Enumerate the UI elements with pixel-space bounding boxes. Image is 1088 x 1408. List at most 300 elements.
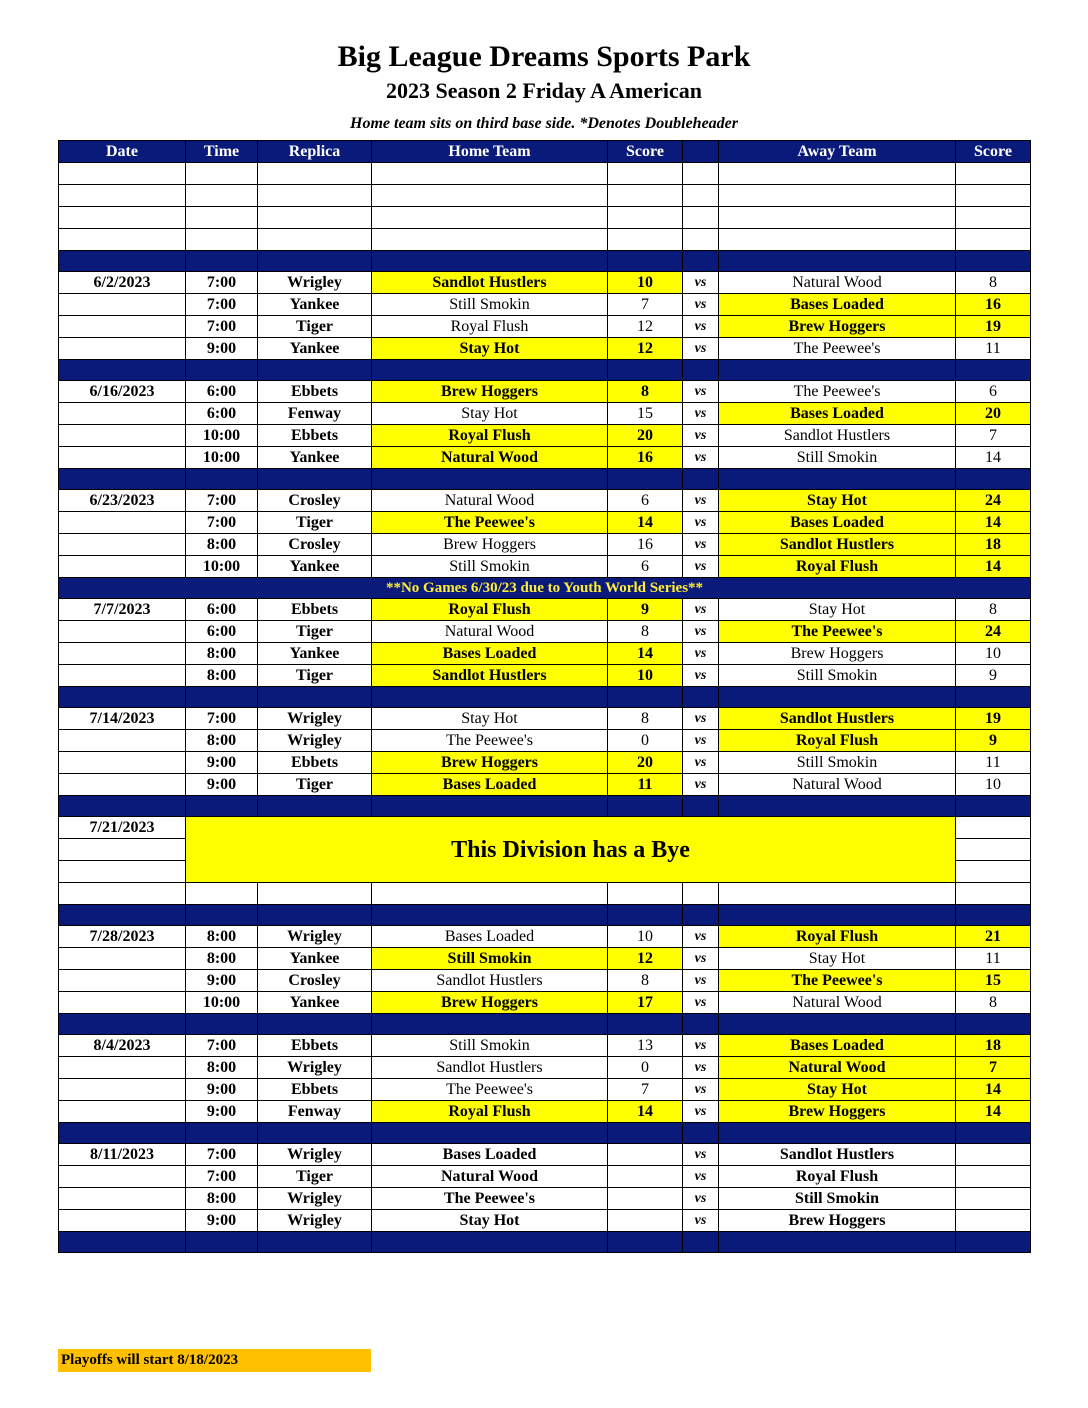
home-team: Still Smokin — [372, 556, 608, 578]
replica-field: Crosley — [258, 970, 372, 992]
replica-field: Crosley — [258, 490, 372, 512]
vs-label: vs — [683, 1057, 719, 1079]
game-row — [59, 1079, 1031, 1101]
home-team: The Peewee's — [372, 1079, 608, 1101]
empty-cell — [719, 469, 956, 490]
empty-cell — [608, 1232, 683, 1253]
game-row — [59, 665, 1031, 687]
home-team: Brew Hoggers — [372, 381, 608, 403]
away-score: 24 — [956, 490, 1031, 512]
home-score: 6 — [608, 556, 683, 578]
home-score: 20 — [608, 752, 683, 774]
away-score — [956, 1210, 1031, 1232]
home-score: 9 — [608, 599, 683, 621]
empty-cell — [258, 360, 372, 381]
home-team: Still Smokin — [372, 1035, 608, 1057]
empty-cell — [372, 1123, 608, 1144]
home-score — [608, 1188, 683, 1210]
empty-cell — [372, 1232, 608, 1253]
away-team: Sandlot Hustlers — [719, 425, 956, 447]
vs-label: vs — [683, 1144, 719, 1166]
empty-cell — [59, 207, 186, 229]
empty-cell — [683, 1014, 719, 1035]
empty-cell — [608, 229, 683, 251]
empty-cell — [683, 251, 719, 272]
empty-cell — [59, 1079, 186, 1101]
empty-cell — [719, 883, 956, 905]
replica-field: Yankee — [258, 992, 372, 1014]
empty-cell — [258, 251, 372, 272]
game-row — [59, 730, 1031, 752]
vs-label: vs — [683, 447, 719, 469]
empty-cell — [186, 469, 258, 490]
empty-cell — [59, 687, 186, 708]
empty-cell — [258, 469, 372, 490]
empty-cell — [956, 817, 1031, 839]
vs-label: vs — [683, 599, 719, 621]
vs-label: vs — [683, 1101, 719, 1123]
empty-cell — [258, 796, 372, 817]
game-time: 7:00 — [186, 490, 258, 512]
empty-cell — [59, 970, 186, 992]
vs-label: vs — [683, 381, 719, 403]
game-row — [59, 316, 1031, 338]
game-time: 7:00 — [186, 294, 258, 316]
away-score — [956, 1188, 1031, 1210]
game-row — [59, 752, 1031, 774]
away-score: 15 — [956, 970, 1031, 992]
separator-row — [59, 687, 1031, 708]
game-time: 7:00 — [186, 512, 258, 534]
home-score — [608, 1210, 683, 1232]
empty-cell — [258, 883, 372, 905]
vs-label: vs — [683, 730, 719, 752]
replica-field: Tiger — [258, 774, 372, 796]
empty-cell — [372, 796, 608, 817]
vs-label: vs — [683, 294, 719, 316]
empty-cell — [186, 1014, 258, 1035]
away-score — [956, 1144, 1031, 1166]
empty-cell — [719, 185, 956, 207]
bye-banner: This Division has a Bye — [186, 817, 956, 883]
home-team: Sandlot Hustlers — [372, 1057, 608, 1079]
game-time: 7:00 — [186, 1035, 258, 1057]
game-row — [59, 599, 1031, 621]
away-score: 14 — [956, 1079, 1031, 1101]
bye-row — [59, 817, 1031, 839]
game-time: 9:00 — [186, 1079, 258, 1101]
replica-field: Yankee — [258, 447, 372, 469]
empty-row — [59, 883, 1031, 905]
empty-cell — [372, 883, 608, 905]
empty-cell — [956, 360, 1031, 381]
home-team: Natural Wood — [372, 490, 608, 512]
empty-cell — [186, 229, 258, 251]
empty-cell — [956, 1123, 1031, 1144]
away-score: 11 — [956, 752, 1031, 774]
empty-cell — [608, 360, 683, 381]
week-date: 6/23/2023 — [59, 490, 186, 512]
vs-label: vs — [683, 534, 719, 556]
game-time: 10:00 — [186, 425, 258, 447]
empty-cell — [59, 796, 186, 817]
empty-cell — [719, 905, 956, 926]
replica-field: Fenway — [258, 1101, 372, 1123]
away-team: The Peewee's — [719, 381, 956, 403]
empty-cell — [956, 861, 1031, 883]
column-header: Away Team — [719, 141, 956, 163]
replica-field: Ebbets — [258, 599, 372, 621]
away-team: Stay Hot — [719, 599, 956, 621]
replica-field: Wrigley — [258, 1144, 372, 1166]
empty-cell — [186, 1123, 258, 1144]
empty-cell — [608, 687, 683, 708]
vs-label: vs — [683, 338, 719, 360]
away-team: Bases Loaded — [719, 1035, 956, 1057]
empty-cell — [719, 1232, 956, 1253]
empty-cell — [683, 1123, 719, 1144]
empty-cell — [956, 163, 1031, 185]
home-score: 14 — [608, 512, 683, 534]
replica-field: Tiger — [258, 665, 372, 687]
empty-cell — [186, 883, 258, 905]
separator-row — [59, 905, 1031, 926]
replica-field: Fenway — [258, 403, 372, 425]
empty-cell — [59, 512, 186, 534]
game-row — [59, 381, 1031, 403]
game-time: 7:00 — [186, 316, 258, 338]
empty-cell — [258, 1014, 372, 1035]
empty-cell — [186, 251, 258, 272]
game-time: 8:00 — [186, 534, 258, 556]
empty-cell — [59, 294, 186, 316]
away-team: Brew Hoggers — [719, 316, 956, 338]
empty-cell — [956, 905, 1031, 926]
home-team: Natural Wood — [372, 621, 608, 643]
home-score: 10 — [608, 926, 683, 948]
game-row — [59, 338, 1031, 360]
home-score: 12 — [608, 338, 683, 360]
home-team: Bases Loaded — [372, 926, 608, 948]
away-team: Natural Wood — [719, 774, 956, 796]
vs-label: vs — [683, 774, 719, 796]
game-time: 10:00 — [186, 556, 258, 578]
empty-cell — [608, 905, 683, 926]
game-row — [59, 294, 1031, 316]
empty-cell — [372, 251, 608, 272]
empty-cell — [59, 1057, 186, 1079]
empty-cell — [608, 1014, 683, 1035]
empty-cell — [59, 839, 186, 861]
away-team: Stay Hot — [719, 1079, 956, 1101]
replica-field: Ebbets — [258, 1079, 372, 1101]
separator-row — [59, 360, 1031, 381]
game-row — [59, 926, 1031, 948]
home-score: 0 — [608, 1057, 683, 1079]
home-score: 13 — [608, 1035, 683, 1057]
away-score: 8 — [956, 992, 1031, 1014]
empty-cell — [719, 1123, 956, 1144]
empty-cell — [59, 338, 186, 360]
game-row — [59, 490, 1031, 512]
empty-cell — [258, 1123, 372, 1144]
away-team: Royal Flush — [719, 730, 956, 752]
away-score: 8 — [956, 272, 1031, 294]
away-team: Brew Hoggers — [719, 1210, 956, 1232]
home-team: The Peewee's — [372, 1188, 608, 1210]
home-team: Stay Hot — [372, 403, 608, 425]
replica-field: Ebbets — [258, 1035, 372, 1057]
vs-label: vs — [683, 1166, 719, 1188]
empty-row — [59, 207, 1031, 229]
home-score: 11 — [608, 774, 683, 796]
empty-cell — [59, 1101, 186, 1123]
empty-cell — [683, 469, 719, 490]
away-score: 10 — [956, 774, 1031, 796]
away-team: Natural Wood — [719, 272, 956, 294]
empty-cell — [683, 207, 719, 229]
empty-cell — [59, 185, 186, 207]
away-score: 14 — [956, 447, 1031, 469]
game-row — [59, 1057, 1031, 1079]
empty-cell — [683, 229, 719, 251]
empty-cell — [608, 796, 683, 817]
home-team: Royal Flush — [372, 425, 608, 447]
away-score: 11 — [956, 338, 1031, 360]
column-header: Time — [186, 141, 258, 163]
game-row — [59, 403, 1031, 425]
vs-label: vs — [683, 970, 719, 992]
home-team: The Peewee's — [372, 730, 608, 752]
away-score: 7 — [956, 1057, 1031, 1079]
week-date: 7/28/2023 — [59, 926, 186, 948]
home-score: 10 — [608, 665, 683, 687]
game-time: 6:00 — [186, 403, 258, 425]
game-time: 7:00 — [186, 708, 258, 730]
empty-cell — [956, 796, 1031, 817]
replica-field: Tiger — [258, 316, 372, 338]
away-score: 14 — [956, 512, 1031, 534]
empty-cell — [372, 905, 608, 926]
replica-field: Yankee — [258, 294, 372, 316]
replica-field: Wrigley — [258, 926, 372, 948]
home-team: Brew Hoggers — [372, 992, 608, 1014]
empty-cell — [683, 796, 719, 817]
game-time: 6:00 — [186, 621, 258, 643]
game-time: 7:00 — [186, 1166, 258, 1188]
home-team: Bases Loaded — [372, 643, 608, 665]
week-date: 6/2/2023 — [59, 272, 186, 294]
game-row — [59, 970, 1031, 992]
home-score: 16 — [608, 447, 683, 469]
away-team: Still Smokin — [719, 665, 956, 687]
empty-cell — [608, 883, 683, 905]
home-team: Sandlot Hustlers — [372, 665, 608, 687]
game-row — [59, 556, 1031, 578]
away-score: 18 — [956, 1035, 1031, 1057]
empty-cell — [372, 469, 608, 490]
empty-cell — [59, 883, 186, 905]
away-score: 20 — [956, 403, 1031, 425]
vs-label: vs — [683, 425, 719, 447]
empty-cell — [683, 360, 719, 381]
empty-cell — [956, 687, 1031, 708]
week-date: 8/11/2023 — [59, 1144, 186, 1166]
empty-cell — [956, 207, 1031, 229]
empty-cell — [258, 1232, 372, 1253]
replica-field: Wrigley — [258, 1210, 372, 1232]
home-score — [608, 1166, 683, 1188]
away-score: 10 — [956, 643, 1031, 665]
game-time: 9:00 — [186, 752, 258, 774]
column-header — [683, 141, 719, 163]
away-team: Stay Hot — [719, 490, 956, 512]
empty-cell — [608, 185, 683, 207]
home-team: Bases Loaded — [372, 1144, 608, 1166]
replica-field: Yankee — [258, 643, 372, 665]
game-time: 8:00 — [186, 1057, 258, 1079]
home-team: Royal Flush — [372, 599, 608, 621]
empty-cell — [59, 1232, 186, 1253]
empty-cell — [186, 207, 258, 229]
game-time: 8:00 — [186, 948, 258, 970]
game-time: 8:00 — [186, 730, 258, 752]
game-row — [59, 1166, 1031, 1188]
away-score: 14 — [956, 556, 1031, 578]
game-time: 6:00 — [186, 599, 258, 621]
replica-field: Yankee — [258, 556, 372, 578]
replica-field: Ebbets — [258, 425, 372, 447]
empty-cell — [372, 229, 608, 251]
separator-row — [59, 469, 1031, 490]
empty-cell — [59, 469, 186, 490]
away-score: 18 — [956, 534, 1031, 556]
vs-label: vs — [683, 272, 719, 294]
empty-cell — [59, 948, 186, 970]
home-score: 7 — [608, 1079, 683, 1101]
empty-cell — [59, 1014, 186, 1035]
separator-row — [59, 1123, 1031, 1144]
away-team: Bases Loaded — [719, 403, 956, 425]
away-team: Stay Hot — [719, 948, 956, 970]
away-score: 9 — [956, 730, 1031, 752]
empty-cell — [258, 687, 372, 708]
away-team: Royal Flush — [719, 556, 956, 578]
away-team: Royal Flush — [719, 926, 956, 948]
vs-label: vs — [683, 316, 719, 338]
empty-cell — [372, 207, 608, 229]
empty-cell — [683, 163, 719, 185]
home-score: 8 — [608, 381, 683, 403]
empty-cell — [59, 447, 186, 469]
game-time: 6:00 — [186, 381, 258, 403]
replica-field: Ebbets — [258, 381, 372, 403]
away-score: 11 — [956, 948, 1031, 970]
game-row — [59, 1035, 1031, 1057]
empty-cell — [59, 774, 186, 796]
empty-cell — [59, 905, 186, 926]
empty-cell — [372, 360, 608, 381]
vs-label: vs — [683, 1079, 719, 1101]
no-games-row — [59, 578, 1031, 599]
empty-cell — [59, 665, 186, 687]
game-row — [59, 447, 1031, 469]
game-time: 7:00 — [186, 1144, 258, 1166]
empty-cell — [683, 1232, 719, 1253]
empty-cell — [59, 403, 186, 425]
replica-field: Wrigley — [258, 708, 372, 730]
empty-cell — [186, 905, 258, 926]
game-time: 7:00 — [186, 272, 258, 294]
away-score: 6 — [956, 381, 1031, 403]
empty-cell — [59, 316, 186, 338]
home-score: 0 — [608, 730, 683, 752]
separator-row — [59, 796, 1031, 817]
replica-field: Tiger — [258, 512, 372, 534]
playoffs-note: Playoffs will start 8/18/2023 — [58, 1349, 371, 1372]
away-score: 7 — [956, 425, 1031, 447]
home-team: Stay Hot — [372, 338, 608, 360]
separator-row — [59, 1014, 1031, 1035]
empty-cell — [59, 556, 186, 578]
away-team: Sandlot Hustlers — [719, 534, 956, 556]
game-time: 9:00 — [186, 1210, 258, 1232]
column-header: Home Team — [372, 141, 608, 163]
empty-cell — [372, 163, 608, 185]
empty-cell — [719, 360, 956, 381]
game-row — [59, 1144, 1031, 1166]
away-score: 19 — [956, 708, 1031, 730]
schedule-table — [58, 140, 1031, 1253]
vs-label: vs — [683, 992, 719, 1014]
replica-field: Yankee — [258, 948, 372, 970]
game-time: 8:00 — [186, 926, 258, 948]
empty-cell — [59, 861, 186, 883]
game-row — [59, 272, 1031, 294]
vs-label: vs — [683, 403, 719, 425]
home-score: 6 — [608, 490, 683, 512]
away-team: Brew Hoggers — [719, 643, 956, 665]
home-score: 16 — [608, 534, 683, 556]
empty-cell — [372, 687, 608, 708]
empty-cell — [683, 905, 719, 926]
vs-label: vs — [683, 752, 719, 774]
home-team: Brew Hoggers — [372, 534, 608, 556]
vs-label: vs — [683, 708, 719, 730]
column-header: Date — [59, 141, 186, 163]
separator-row — [59, 1232, 1031, 1253]
game-row — [59, 948, 1031, 970]
home-score: 8 — [608, 621, 683, 643]
empty-cell — [372, 185, 608, 207]
away-score: 16 — [956, 294, 1031, 316]
empty-cell — [719, 229, 956, 251]
vs-label: vs — [683, 1210, 719, 1232]
away-team: Brew Hoggers — [719, 1101, 956, 1123]
empty-cell — [608, 1123, 683, 1144]
empty-cell — [59, 992, 186, 1014]
away-score: 8 — [956, 599, 1031, 621]
game-row — [59, 774, 1031, 796]
replica-field: Wrigley — [258, 730, 372, 752]
empty-cell — [258, 207, 372, 229]
empty-cell — [956, 469, 1031, 490]
away-team: The Peewee's — [719, 338, 956, 360]
away-team: Still Smokin — [719, 447, 956, 469]
empty-cell — [59, 251, 186, 272]
away-team: Sandlot Hustlers — [719, 1144, 956, 1166]
game-time: 9:00 — [186, 970, 258, 992]
